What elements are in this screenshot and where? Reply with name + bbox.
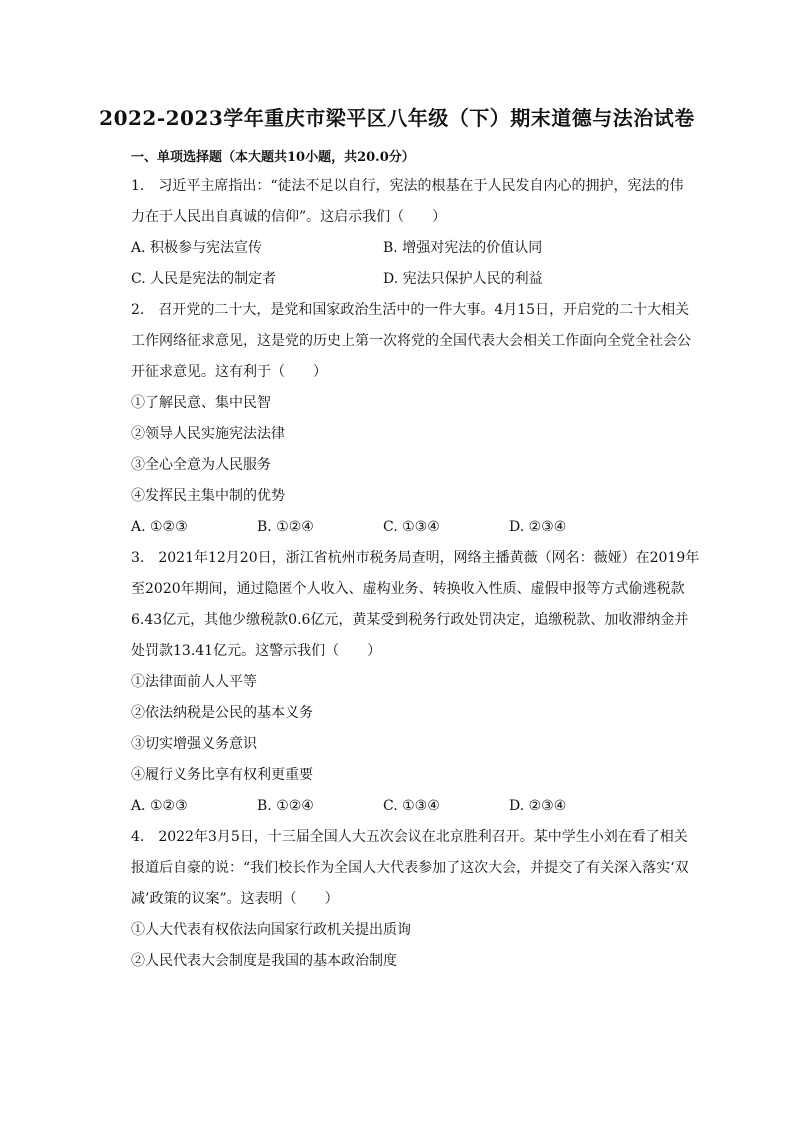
- question-text-line: 报道后自豪的说：“我们校长作为全国人大代表参加了这次大会，并提交了有关深入落实‘双: [131, 860, 689, 876]
- question-text-line: 处罚款13.41亿元。这警示我们（ ）: [131, 643, 382, 659]
- question-text-line: 减’政策的议案”。这表明（ ）: [131, 891, 339, 907]
- question-text-line: 开征求意见。这有利于（ ）: [131, 364, 327, 380]
- answer-options: [131, 517, 691, 548]
- question-3: [131, 548, 700, 827]
- option-b[interactable]: B. 增强对宪法的价值认同: [383, 240, 543, 256]
- option-c[interactable]: C. ①③④: [383, 519, 440, 535]
- statement-item: ②依法纳税是公民的基本义务: [131, 705, 313, 721]
- statement-item: ③全心全意为人民服务: [131, 457, 271, 473]
- section-heading: 一、单项选择题（本大题共10小题，共20.0分）: [131, 150, 415, 165]
- statement-item: ④履行义务比享有权利更重要: [131, 767, 313, 783]
- statement-item: ②领导人民实施宪法法律: [131, 426, 285, 442]
- statement-item: ①法律面前人人平等: [131, 674, 257, 690]
- question-text-line: 6.43亿元，其他少缴税款0.6亿元，黄某受到税务行政处罚决定，追缴税款、加收滞纳金并: [131, 612, 689, 628]
- question-1: [131, 176, 691, 300]
- option-b[interactable]: B. ①②④: [257, 798, 314, 814]
- option-a[interactable]: A. ①②③: [131, 519, 188, 535]
- statement-item: ②人民代表大会制度是我国的基本政治制度: [131, 953, 397, 969]
- question-text-line: 4. 2022年3月5日，十三届全国人大五次会议在北京胜利召开。某中学生小刘在看了相关: [131, 829, 688, 845]
- option-d[interactable]: D. 宪法只保护人民的利益: [383, 271, 543, 287]
- option-c[interactable]: C. ①③④: [383, 798, 440, 814]
- statement-item: ③切实增强义务意识: [131, 736, 257, 752]
- question-text-line: 1. 习近平主席指出：“徒法不足以自行，宪法的根基在于人民发自内心的拥护，宪法的伟: [131, 178, 684, 194]
- question-text-line: 3. 2021年12月20日，浙江省杭州市税务局查明，网络主播黄薇（网名：薇娅）在2019年: [131, 550, 700, 566]
- question-text-line: 2. 召开党的二十大，是党和国家政治生活中的一件大事。4月15日，开启党的二十大相关: [131, 302, 690, 318]
- statement-item: ①了解民意、集中民智: [131, 395, 271, 411]
- option-b[interactable]: B. ①②④: [257, 519, 314, 535]
- option-c[interactable]: C. 人民是宪法的制定者: [131, 271, 277, 287]
- answer-options: [131, 796, 691, 827]
- question-text-line: 至2020年期间，通过隐匿个人收入、虚构业务、转换收入性质、虚假申报等方式偷逃税款: [131, 581, 685, 597]
- answer-options: [131, 238, 691, 269]
- option-a[interactable]: A. 积极参与宪法宣传: [131, 240, 263, 256]
- statement-item: ①人大代表有权依法向国家行政机关提出质询: [131, 922, 411, 938]
- question-4: [131, 827, 691, 982]
- statement-item: ④发挥民主集中制的优势: [131, 488, 285, 504]
- option-d[interactable]: D. ②③④: [509, 519, 567, 535]
- option-a[interactable]: A. ①②③: [131, 798, 188, 814]
- answer-options: [131, 269, 691, 300]
- page-title: 2022-2023学年重庆市梁平区八年级（下）期末道德与法治试卷: [99, 106, 695, 130]
- question-list: [131, 176, 700, 982]
- option-d[interactable]: D. ②③④: [509, 798, 567, 814]
- question-text-line: 工作网络征求意见，这是党的历史上第一次将党的全国代表大会相关工作面向全党全社会公: [131, 333, 691, 349]
- question-2: [131, 300, 691, 548]
- question-text-line: 力在于人民出自真诚的信仰”。这启示我们（ ）: [131, 209, 447, 225]
